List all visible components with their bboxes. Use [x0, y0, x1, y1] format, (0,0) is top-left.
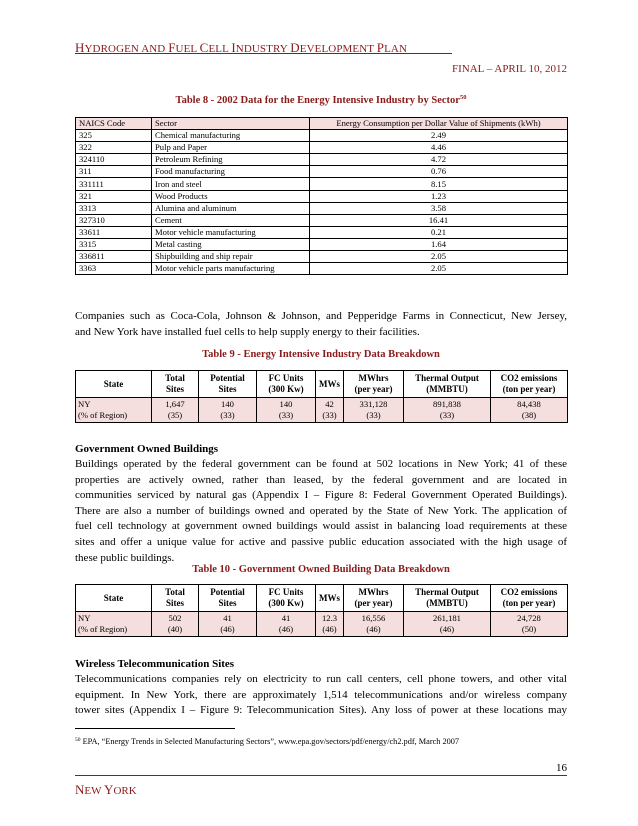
table8-column-header: NAICS Code	[76, 118, 152, 130]
table8-caption	[75, 94, 567, 106]
table-cell: Metal casting	[152, 238, 310, 250]
text-line: fuel cell technology at government owned buildings would assist in balancing load requirements at these	[75, 520, 567, 533]
table-cell: 331,128 (33)	[344, 398, 404, 423]
table-row	[76, 226, 568, 238]
table-cell: 41 (46)	[257, 612, 316, 637]
table-cell: 324110	[76, 154, 152, 166]
table-cell: 4.46	[310, 142, 568, 154]
text-line: communities serviced by natural gas (Appendix I – Figure 8: Federal Government Operated Buildings).	[75, 489, 567, 502]
table-row	[76, 398, 568, 423]
table-cell: Motor vehicle parts manufacturing	[152, 263, 310, 275]
table-cell: Petroleum Refining	[152, 154, 310, 166]
table-row	[76, 142, 568, 154]
table-cell: Pulp and Paper	[152, 142, 310, 154]
table-cell: Wood Products	[152, 190, 310, 202]
table8-footnote-ref: 50	[459, 94, 467, 101]
text-line: tower sites (Appendix I – Figure 9: Telecommunication Sites). Any loss of power at these locations may	[75, 704, 567, 717]
gov-buildings-heading: Government Owned Buildings	[75, 443, 219, 455]
column-header: State	[76, 585, 152, 612]
table-cell: 2.05	[310, 263, 568, 275]
table-cell: NY (% of Region)	[76, 398, 152, 423]
table-cell: 140 (33)	[199, 398, 257, 423]
text-line: There are also a number of buildings owned and operated by the State of New York. The application of	[75, 504, 567, 517]
table-row	[76, 238, 568, 250]
table-cell: 331111	[76, 178, 152, 190]
text-line: Buildings operated by the federal government can be found at 502 locations in New York; 41 of these	[75, 458, 567, 470]
column-header: Thermal Output (MMBTU)	[404, 585, 491, 612]
footnote-number: 50	[75, 737, 81, 743]
table10-caption: Table 10 - Government Owned Building Data Breakdown	[192, 564, 450, 575]
table-cell: 3313	[76, 202, 152, 214]
table-cell: Cement	[152, 214, 310, 226]
column-header: Total Sites	[152, 371, 199, 398]
table-cell: 3.58	[310, 202, 568, 214]
column-header: CO2 emissions (ton per year)	[491, 585, 568, 612]
gov-buildings-paragraph	[75, 457, 567, 566]
table-row	[76, 263, 568, 275]
gov-building-breakdown-table	[75, 584, 568, 637]
column-header: Total Sites	[152, 585, 199, 612]
column-header: FC Units (300 Kw)	[257, 585, 316, 612]
table8-column-header: Energy Consumption per Dollar Value of Shipments (kWh)	[310, 118, 568, 130]
footer-state: NEW YORK	[75, 782, 137, 797]
table-row	[76, 154, 568, 166]
table-cell: 327310	[76, 214, 152, 226]
table-cell: Motor vehicle manufacturing	[152, 226, 310, 238]
column-header: Thermal Output (MMBTU)	[404, 371, 491, 398]
table-row	[76, 190, 568, 202]
table-cell: Iron and steel	[152, 178, 310, 190]
header-rule	[75, 53, 452, 54]
table-cell: 16.41	[310, 214, 568, 226]
footnote	[75, 737, 459, 746]
table-cell: 2.49	[310, 130, 568, 142]
text-line: sites and offer a unique value for active and passive public education associated with the high usage of	[75, 535, 567, 548]
table-cell: NY (% of Region)	[76, 612, 152, 637]
page-number: 16	[556, 762, 567, 774]
text-line: Companies such as Coca-Cola, Johnson & Johnson, and Pepperidge Farms in Connecticut, New Jersey,	[75, 310, 567, 322]
table-cell: 33611	[76, 226, 152, 238]
column-header: State	[76, 371, 152, 398]
header-date: FINAL – APRIL 10, 2012	[452, 63, 567, 75]
text-line: equipment. In New York, there are approximately 1,514 telecommunications and/or wireless company	[75, 688, 567, 701]
table9-caption: Table 9 - Energy Intensive Industry Data Breakdown	[202, 349, 440, 360]
footnote-text: EPA, “Energy Trends in Selected Manufacturing Sectors”, www.epa.gov/sectors/pdf/energy/ch2.pdf, March 2007	[80, 737, 460, 746]
text-line: these public buildings.	[75, 551, 175, 564]
text-line: properties are actively owned, rather than leased, by the federal government and are located in	[75, 473, 567, 486]
table-cell: 322	[76, 142, 152, 154]
table-cell: 4.72	[310, 154, 568, 166]
table-cell: 84,438 (38)	[491, 398, 568, 423]
column-header: MWhrs (per year)	[344, 371, 404, 398]
table-cell: 12.3 (46)	[316, 612, 344, 637]
footnote-rule	[75, 728, 235, 729]
table-row	[76, 612, 568, 637]
footer-rule	[75, 775, 567, 776]
table-cell: Shipbuilding and ship repair	[152, 251, 310, 263]
table-cell: 321	[76, 190, 152, 202]
table-cell: 325	[76, 130, 152, 142]
telecom-heading: Wireless Telecommunication Sites	[75, 658, 235, 670]
table-cell: 140 (33)	[257, 398, 316, 423]
table-cell: 0.21	[310, 226, 568, 238]
table-row	[76, 214, 568, 226]
table-row	[76, 251, 568, 263]
table-cell: 2.05	[310, 251, 568, 263]
table-cell: 1.64	[310, 238, 568, 250]
telecom-paragraph	[75, 672, 567, 719]
table-cell: 16,556 (46)	[344, 612, 404, 637]
column-header: CO2 emissions (ton per year)	[491, 371, 568, 398]
table-cell: 24,728 (50)	[491, 612, 568, 637]
column-header: MWhrs (per year)	[344, 585, 404, 612]
table-row	[76, 178, 568, 190]
energy-intensive-sector-table	[75, 117, 568, 275]
column-header: MWs	[316, 371, 344, 398]
energy-intensive-breakdown-table	[75, 370, 568, 423]
table-cell: 3315	[76, 238, 152, 250]
companies-paragraph	[75, 309, 567, 340]
column-header: FC Units (300 Kw)	[257, 371, 316, 398]
table-cell: 502 (40)	[152, 612, 199, 637]
table-cell: 336811	[76, 251, 152, 263]
table-cell: 0.76	[310, 166, 568, 178]
table-cell: Alumina and aluminum	[152, 202, 310, 214]
table-cell: 1.23	[310, 190, 568, 202]
table-row	[76, 202, 568, 214]
table-row	[76, 166, 568, 178]
table-cell: Chemical manufacturing	[152, 130, 310, 142]
text-line: and New York have installed fuel cells to help supply energy to their facilities.	[75, 325, 420, 338]
table-cell: 41 (46)	[199, 612, 257, 637]
table-cell: 311	[76, 166, 152, 178]
column-header: Potential Sites	[199, 371, 257, 398]
table-cell: Food manufacturing	[152, 166, 310, 178]
table-cell: 261,181 (46)	[404, 612, 491, 637]
running-header-title: HYDROGEN AND FUEL CELL INDUSTRY DEVELOPMENT PLAN	[75, 40, 408, 55]
table-row	[76, 130, 568, 142]
table-cell: 891,838 (33)	[404, 398, 491, 423]
table-cell: 1,647 (35)	[152, 398, 199, 423]
column-header: Potential Sites	[199, 585, 257, 612]
table-cell: 3363	[76, 263, 152, 275]
table-cell: 42 (33)	[316, 398, 344, 423]
column-header: MWs	[316, 585, 344, 612]
table8-column-header: Sector	[152, 118, 310, 130]
table8-caption-text: Table 8 - 2002 Data for the Energy Intensive Industry by Sector	[175, 95, 460, 106]
table-cell: 8.15	[310, 178, 568, 190]
text-line: Telecommunications companies rely on electricity to run call centers, cell phone towers, and other vital	[75, 673, 567, 685]
table8-header-row	[76, 118, 568, 130]
